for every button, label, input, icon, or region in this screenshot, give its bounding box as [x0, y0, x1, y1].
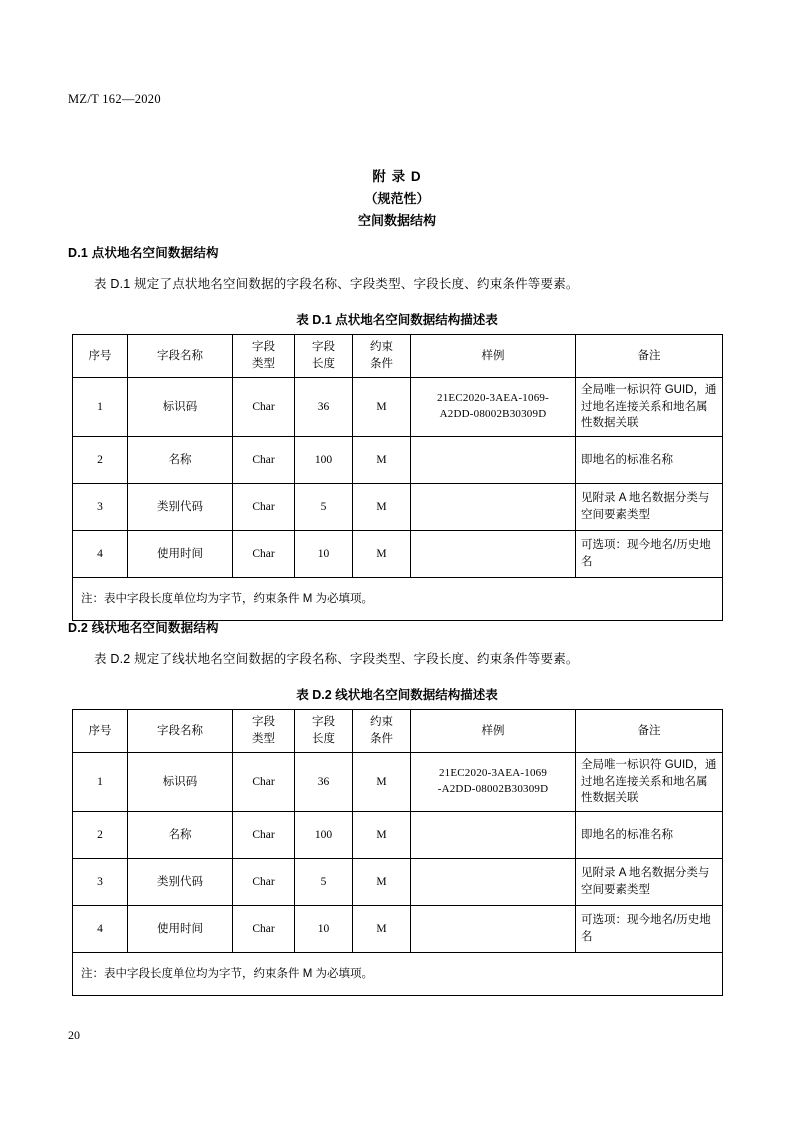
- cell-remark: 可选项：现今地名/历史地名: [576, 906, 723, 953]
- sample-line1: 21EC2020-3AEA-1069-: [437, 392, 549, 405]
- page-number: 20: [68, 1028, 80, 1042]
- table-d2: [72, 709, 723, 996]
- field-length-line2: 长度: [312, 733, 335, 745]
- column-header-constraint: [353, 710, 411, 753]
- cell-constraint: M: [353, 484, 411, 531]
- section-heading-d2: D.2 线状地名空间数据结构: [68, 621, 219, 635]
- cell-remark: 即地名的标准名称: [576, 437, 723, 484]
- table-header-row: [73, 335, 723, 378]
- annex-title: 附 录 D: [372, 169, 422, 184]
- cell-remark: 全局唯一标识符 GUID，通过地名连接关系和地名属性数据关联: [576, 753, 723, 812]
- sample-line1: 21EC2020-3AEA-1069: [438, 767, 548, 780]
- cell-field-name: 标识码: [128, 753, 233, 812]
- cell-field-name: 名称: [128, 437, 233, 484]
- cell-field-length: 10: [295, 906, 353, 953]
- cell-seq: 2: [73, 812, 128, 859]
- cell-remark: 见附录 A 地名数据分类与空间要素类型: [576, 484, 723, 531]
- field-type-line2: 类型: [252, 733, 275, 745]
- column-header-sample: 样例: [411, 710, 576, 753]
- field-length-line2: 长度: [312, 358, 335, 370]
- cell-seq: 3: [73, 859, 128, 906]
- column-header-constraint: [353, 335, 411, 378]
- cell-field-name: 使用时间: [128, 531, 233, 578]
- cell-field-length: 5: [295, 859, 353, 906]
- cell-constraint: M: [353, 812, 411, 859]
- cell-sample: [411, 531, 576, 578]
- cell-seq: 1: [73, 378, 128, 437]
- cell-field-length: 5: [295, 484, 353, 531]
- cell-field-length: 100: [295, 812, 353, 859]
- cell-constraint: M: [353, 753, 411, 812]
- cell-constraint: M: [353, 859, 411, 906]
- table-row: [73, 812, 723, 859]
- section-paragraph-d1: [68, 274, 579, 292]
- column-header-field-length: [295, 710, 353, 753]
- table-row: [73, 859, 723, 906]
- table-row: [73, 437, 723, 484]
- section-paragraph-d2: [68, 649, 579, 667]
- constraint-line1: 约束: [370, 341, 393, 354]
- cell-remark: 全局唯一标识符 GUID，通过地名连接关系和地名属性数据关联: [576, 378, 723, 437]
- column-header-field-type: [233, 335, 295, 378]
- cell-constraint: M: [353, 906, 411, 953]
- cell-field-type: Char: [233, 437, 295, 484]
- cell-field-length: 36: [295, 753, 353, 812]
- cell-seq: 1: [73, 753, 128, 812]
- column-header-seq: 序号: [73, 710, 128, 753]
- section-paragraph-d2-text: 表 D.2 规定了线状地名空间数据的字段名称、字段类型、字段长度、约束条件等要素。: [94, 652, 579, 666]
- cell-field-type: Char: [233, 484, 295, 531]
- table-row: [73, 531, 723, 578]
- cell-field-type: Char: [233, 378, 295, 437]
- field-type-line1: 字段: [252, 341, 275, 354]
- table-row: [73, 753, 723, 812]
- cell-field-type: Char: [233, 812, 295, 859]
- constraint-line2: 条件: [370, 733, 393, 745]
- constraint-line2: 条件: [370, 358, 393, 370]
- cell-field-name: 标识码: [128, 378, 233, 437]
- cell-remark: 即地名的标准名称: [576, 812, 723, 859]
- column-header-field-name: 字段名称: [128, 710, 233, 753]
- cell-sample: [411, 484, 576, 531]
- cell-field-length: 36: [295, 378, 353, 437]
- table-row: [73, 906, 723, 953]
- field-length-line1: 字段: [312, 716, 335, 729]
- table-row: [73, 378, 723, 437]
- annex-normative-label: （规范性）: [364, 191, 430, 206]
- cell-field-name: 类别代码: [128, 859, 233, 906]
- table-note-row: [73, 578, 723, 621]
- column-header-remark: 备注: [576, 335, 723, 378]
- field-type-line2: 类型: [252, 358, 275, 370]
- table-d1: [72, 334, 723, 621]
- column-header-field-length: [295, 335, 353, 378]
- cell-field-length: 10: [295, 531, 353, 578]
- cell-sample: [411, 812, 576, 859]
- standard-code: MZ/T 162—2020: [68, 92, 161, 106]
- cell-field-type: Char: [233, 753, 295, 812]
- table-caption-d2: 表 D.2 线状地名空间数据结构描述表: [296, 688, 498, 702]
- cell-sample: [411, 437, 576, 484]
- cell-remark: 可选项：现今地名/历史地名: [576, 531, 723, 578]
- section-heading-d1: D.1 点状地名空间数据结构: [68, 246, 219, 260]
- annex-subject: 空间数据结构: [357, 213, 436, 228]
- table-header-row: [73, 710, 723, 753]
- section-paragraph-d1-text: 表 D.1 规定了点状地名空间数据的字段名称、字段类型、字段长度、约束条件等要素。: [94, 277, 579, 291]
- sample-line2: -A2DD-08002B30309D: [437, 783, 549, 795]
- cell-field-type: Char: [233, 906, 295, 953]
- table-row: [73, 484, 723, 531]
- cell-remark: 见附录 A 地名数据分类与空间要素类型: [576, 859, 723, 906]
- cell-constraint: M: [353, 378, 411, 437]
- field-length-line1: 字段: [312, 341, 335, 354]
- sample-line2: A2DD-08002B30309D: [439, 408, 547, 420]
- cell-sample: [411, 906, 576, 953]
- cell-seq: 4: [73, 906, 128, 953]
- cell-field-type: Char: [233, 531, 295, 578]
- table-note: 注：表中字段长度单位均为字节，约束条件 M 为必填项。: [73, 578, 723, 621]
- column-header-sample: 样例: [411, 335, 576, 378]
- cell-seq: 3: [73, 484, 128, 531]
- cell-seq: 2: [73, 437, 128, 484]
- column-header-seq: 序号: [73, 335, 128, 378]
- cell-constraint: M: [353, 437, 411, 484]
- cell-seq: 4: [73, 531, 128, 578]
- cell-field-type: Char: [233, 859, 295, 906]
- column-header-field-name: 字段名称: [128, 335, 233, 378]
- table-note-row: [73, 953, 723, 996]
- cell-field-name: 类别代码: [128, 484, 233, 531]
- column-header-remark: 备注: [576, 710, 723, 753]
- cell-field-name: 名称: [128, 812, 233, 859]
- field-type-line1: 字段: [252, 716, 275, 729]
- cell-constraint: M: [353, 531, 411, 578]
- table-note: 注：表中字段长度单位均为字节，约束条件 M 为必填项。: [73, 953, 723, 996]
- table-caption-d1: 表 D.1 点状地名空间数据结构描述表: [296, 313, 498, 327]
- column-header-field-type: [233, 710, 295, 753]
- cell-sample: [411, 859, 576, 906]
- cell-field-length: 100: [295, 437, 353, 484]
- cell-sample: [411, 753, 576, 812]
- cell-field-name: 使用时间: [128, 906, 233, 953]
- cell-sample: [411, 378, 576, 437]
- constraint-line1: 约束: [370, 716, 393, 729]
